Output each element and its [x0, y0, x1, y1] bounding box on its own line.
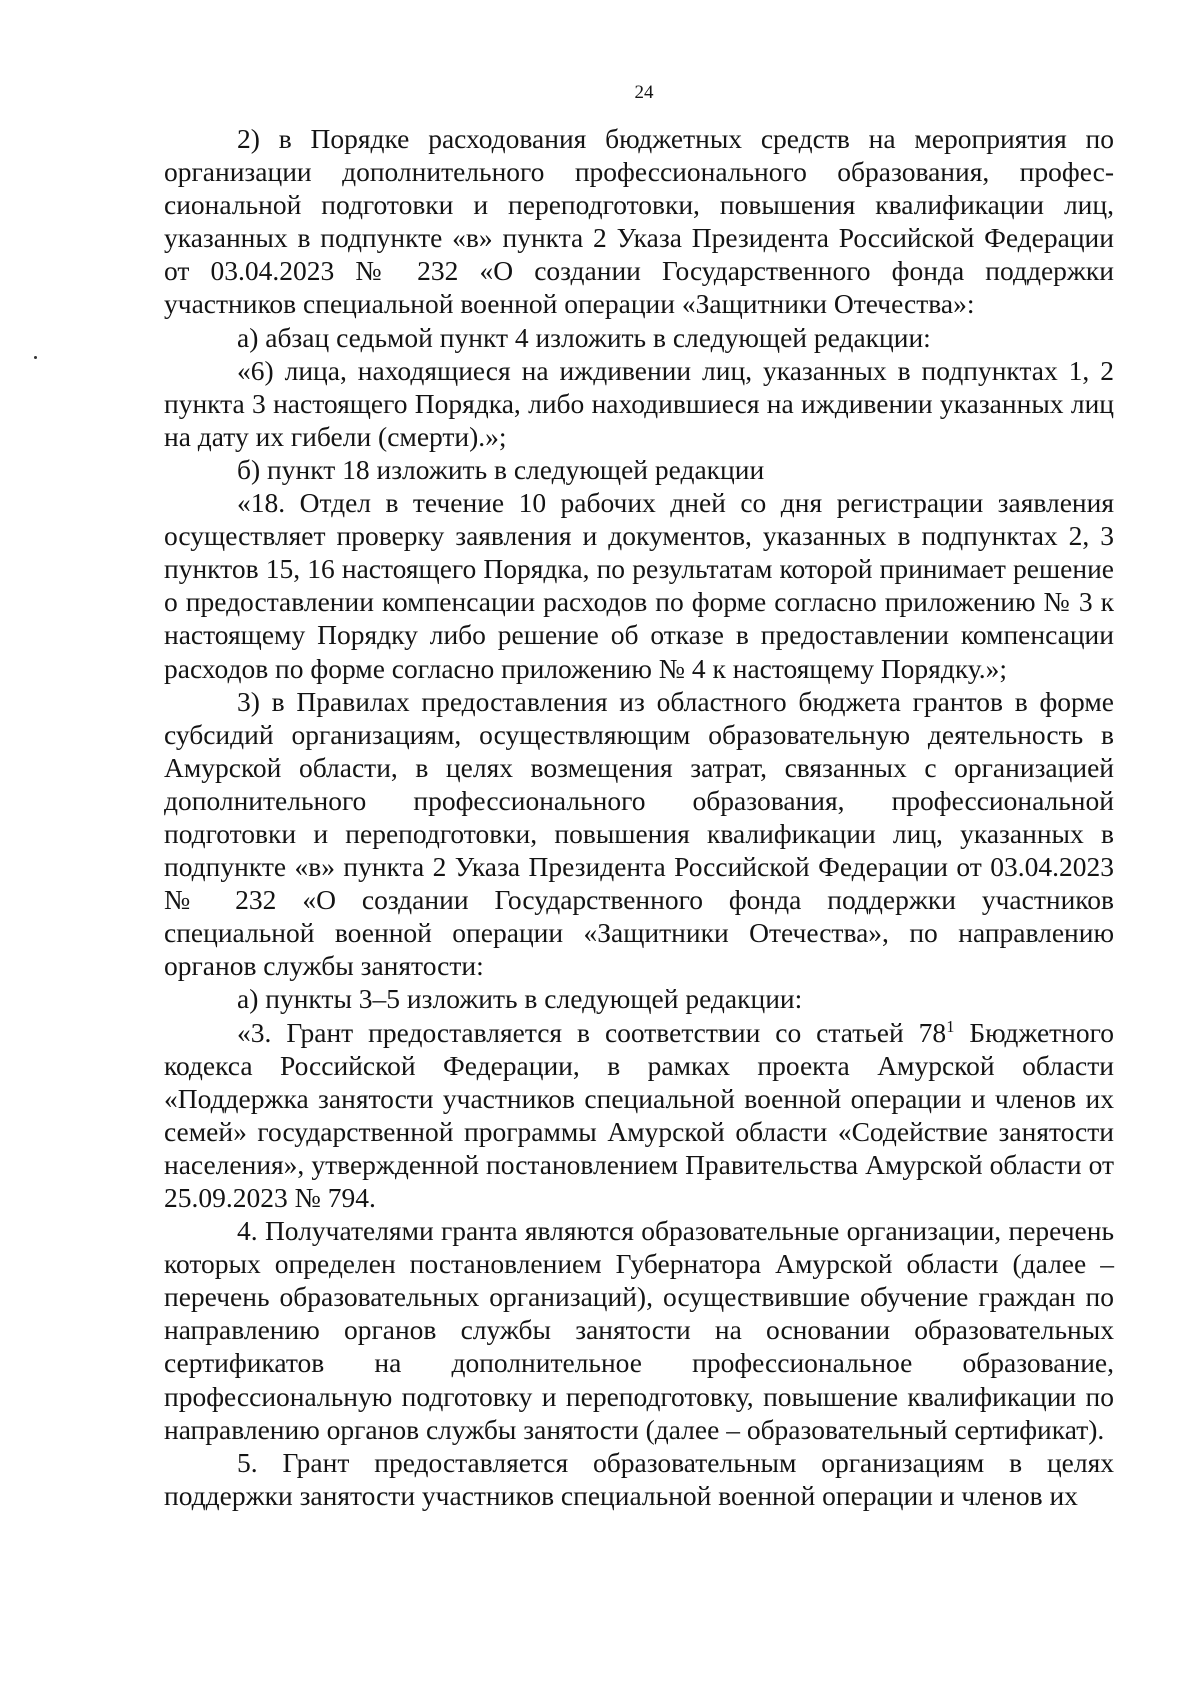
page-number: 24 [634, 82, 654, 103]
paragraph-subitem-b: б) пункт 18 изложить в следующей редакции [237, 453, 765, 485]
paragraph-quote-3-end: Бюджетного кодекса Российской Федерации, в рамках проекта Амурской области «Поддержка занятости участников специальной военной операции и членов их семей» государственной программы Амурской области «Содействие занятости населения», утвержденной постановлением Правительства Амурской области от 25.09.2023 № 794. [164, 1016, 1114, 1213]
paragraph-point-5: 5. Грант предоставляется образовательным организациям в целях поддержки занятости участников специальной военной операции и членов их [164, 1446, 1114, 1511]
paragraph-subitem-a: а) абзац седьмой пункт 4 изложить в следующей редакции: [237, 321, 931, 353]
paragraph-quote-3-start: «3. Грант предоставляется в соответствии со статьей 78 [237, 1016, 947, 1048]
paragraph-quote-3 [164, 1016, 1114, 1215]
paragraph-quote-6: «6) лица, находящиеся на иждивении лиц, указанных в подпунктах 1, 2 пункта 3 настоящего Порядка, либо находившиеся на иждивении указанных лиц на дату их гибели (смерти).»; [164, 354, 1114, 452]
paragraph-item-3: 3) в Правилах предоставления из областного бюджета грантов в форме субсидий организациям, осуществляющим образовательную деятельность в Амурской области, в целях возмещения затрат, связанных с организацией дополнительного профессионального образования, профессиональной подготовки и переподготовки, повышения квалификации лиц, указанных в подпункте «в» пункта 2 Указа Президента Российской Федерации от 03.04.2023 № 232 «О создании Государственного фонда поддержки участников специальной военной операции «Защитники Отечества», по направлению органов службы занятости: [164, 685, 1114, 982]
paragraph-item-2: 2) в Порядке расходования бюджетных средств на мероприятия по организации дополнительного профессионального образования, профессиональной подготовки и переподготовки, повышения квалификации лиц, указанных в подпункте «в» пункта 2 Указа Президента Российской Федерации от 03.04.2023 № 232 «О создании Государственного фонда поддержки участников специальной военной операции «Защитники Отечества»: [164, 123, 1114, 320]
document-body [164, 122, 1114, 1512]
scan-speck [34, 356, 37, 359]
paragraph-quote-18: «18. Отдел в течение 10 рабочих дней со дня регистрации заявления осуществляет проверку заявления и документов, указанных в подпунктах 2, 3 пунктов 15, 16 настоящего Порядка, по результатам которой принимает решение о предоставлении компенсации расходов по форме согласно приложению № 3 к настоящему Порядку либо решение об отказе в предоставлении компенсации расходов по форме согласно приложению № 4 к настоящему Порядку.»; [164, 487, 1114, 684]
article-superscript: 1 [946, 1016, 955, 1036]
paragraph-point-4: 4. Получателями гранта являются образовательные организации, перечень которых определен постановлением Губернатора Амурской области (далее – перечень образовательных организаций), осуществившие обучение граждан по направлению органов службы занятости на основании образовательных сертификатов на дополнительное профессиональное образование, профессиональную подготовку и переподготовку, повышение квалификации по направлению органов службы занятости (далее – образовательный сертификат). [164, 1215, 1114, 1445]
paragraph-subitem-a-2: а) пункты 3–5 изложить в следующей редакции: [237, 983, 803, 1015]
